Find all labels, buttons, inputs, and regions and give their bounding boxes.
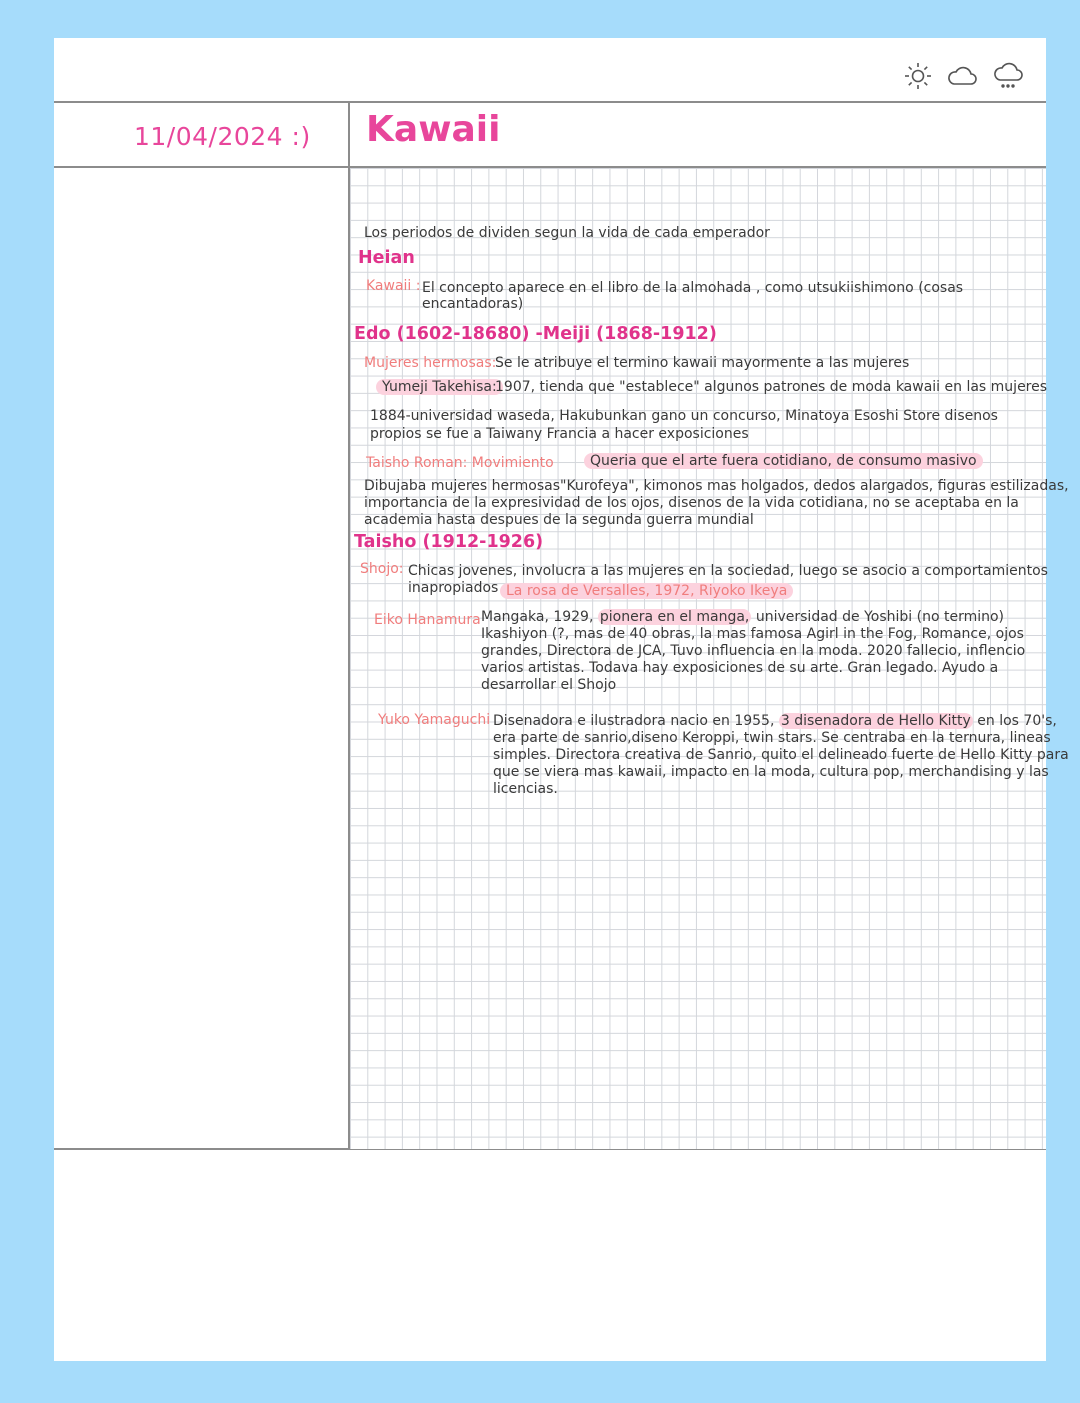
waseda-text-2: propios se fue a Taiwany Francia a hacer exposiciones — [370, 426, 749, 442]
yuko-text-5: licencias. — [493, 781, 558, 797]
dibujaba-text-3: academia hasta despues de la segunda guerra mundial — [364, 512, 754, 528]
rain-cloud-icon[interactable] — [992, 62, 1024, 90]
yuko-label: Yuko Yamaguchi — [378, 712, 491, 728]
mujeres-label: Mujeres hermosas: — [364, 355, 497, 371]
yuko-text-3: simples. Directora creativa de Sanrio, quito el delineado fuerte de Hello Kitty para — [493, 747, 1069, 763]
kawaii-text-2: encantadoras) — [422, 296, 524, 312]
kawaii-text-1: El concepto aparece en el libro de la almohada , como utsukiishimono (cosas — [422, 280, 964, 296]
taisho-roman-text — [584, 453, 983, 470]
edo-heading: Edo (1602-18680) -Meiji (1868-1912) — [354, 324, 717, 344]
sun-icon[interactable] — [904, 62, 932, 90]
taisho-roman-label: Taisho Roman: Movimiento — [366, 455, 554, 471]
yumeji-text: 1907, tienda que "establece" algunos patrones de moda kawaii en las mujeres — [495, 379, 1048, 395]
versalles-highlight: La rosa de Versalles, 1972, Riyoko Ikeya — [500, 583, 793, 599]
shojo-label: Shojo: — [360, 561, 404, 577]
yuko-text-1c: en los 70's, — [977, 713, 1057, 729]
yumeji-label — [376, 379, 503, 396]
weather-icons — [904, 62, 1024, 90]
eiko-text-1 — [481, 609, 1004, 626]
yuko-text-1a: Disenadora e ilustradora nacio en 1955, — [493, 713, 775, 729]
intro-text: Los periodos de dividen segun la vida de cada emperador — [364, 225, 770, 241]
yuko-highlight: 3 disenadora de Hello Kitty — [780, 713, 971, 729]
dibujaba-text-1: Dibujaba mujeres hermosas"Kurofeya", kimonos mas holgados, dedos alargados, figuras estilizadas, — [364, 478, 1069, 494]
header-divider — [54, 101, 1046, 103]
yumeji-highlight: Yumeji Takehisa: — [376, 379, 503, 395]
taisho-roman-highlight: Queria que el arte fuera cotidiano, de consumo masivo — [584, 453, 983, 469]
kawaii-label: Kawaii : — [366, 278, 421, 294]
note-date: 11/04/2024 :) — [134, 122, 311, 151]
eiko-text-3: grandes, Directora de JCA, Tuvo influencia en la moda. 2020 fallecio, inflencio — [481, 643, 1026, 659]
eiko-text-4: varios artistas. Todava hay exposiciones de su arte. Gran legado. Ayudo a — [481, 660, 999, 676]
notebook-page — [54, 38, 1069, 1361]
waseda-text-1: 1884-universidad waseda, Hakubunkan gano un concurso, Minatoya Esoshi Store disenos — [370, 408, 998, 424]
dibujaba-text-2: importancia de la expresividad de los ojos, disenos de la vida cotidiana, no se aceptaba en la — [364, 495, 1019, 511]
eiko-highlight: pionera en el manga, — [599, 609, 750, 625]
eiko-text-5: desarrollar el Shojo — [481, 677, 617, 693]
eiko-text-1c: universidad de Yoshibi (no termino) — [755, 609, 1005, 625]
taisho-heading: Taisho (1912-1926) — [354, 532, 544, 552]
eiko-text-1a: Mangaka, 1929, — [481, 609, 594, 625]
cloud-icon[interactable] — [946, 62, 978, 90]
eiko-label: Eiko Hanamura — [374, 612, 481, 628]
shojo-text-1: Chicas jovenes, involucra a las mujeres en la sociedad, luego se asocio a comportamientos — [408, 563, 1048, 579]
eiko-text-2: Ikashiyon (?, mas de 40 obras, la mas famosa Agirl in the Fog, Romance, ojos — [481, 626, 1024, 642]
shojo-highlight — [500, 583, 793, 600]
yuko-text-2: era parte de sanrio,diseno Keroppi, twin stars. Se centraba en la ternura, lineas — [493, 730, 1051, 746]
yuko-text-4: que se viera mas kawaii, impacto en la moda, cultura pop, merchandising y las — [493, 764, 1049, 780]
heian-heading: Heian — [358, 248, 415, 268]
mujeres-text: Se le atribuye el termino kawaii mayormente a las mujeres — [495, 355, 910, 371]
yuko-text-1 — [493, 713, 1057, 730]
page-title: Kawaii — [366, 109, 501, 150]
shojo-text-2: inapropiados — [408, 580, 499, 596]
